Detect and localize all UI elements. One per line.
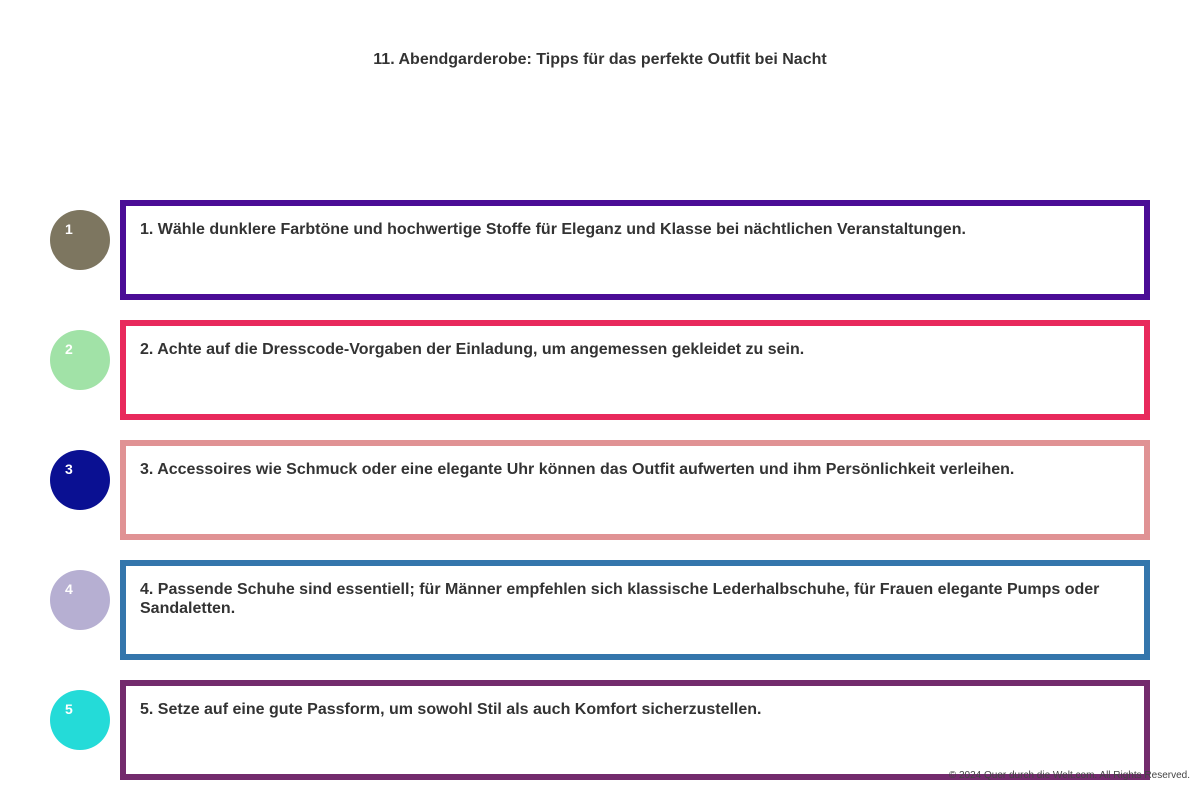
tip-number-circle xyxy=(50,210,110,270)
tip-box xyxy=(120,680,1150,780)
tip-text: 1. Wähle dunklere Farbtöne und hochwertige Stoffe für Eleganz und Klasse bei nächtlichen Veranstaltungen. xyxy=(140,221,966,238)
tip-item xyxy=(0,320,1200,420)
tip-text: 3. Accessoires wie Schmuck oder eine elegante Uhr können das Outfit aufwerten und ihm Persönlichkeit verleihen. xyxy=(140,461,1015,478)
tip-number-circle xyxy=(50,450,110,510)
tip-item xyxy=(0,680,1200,780)
tip-text: 4. Passende Schuhe sind essentiell; für Männer empfehlen sich klassische Lederhalbschuhe, für Frauen elegante Pumps oder Sandaletten. xyxy=(140,581,1100,617)
tip-number: 2 xyxy=(65,341,73,357)
tip-box xyxy=(120,560,1150,660)
tip-number: 3 xyxy=(65,461,73,477)
tip-box xyxy=(120,200,1150,300)
tip-text: 5. Setze auf eine gute Passform, um sowohl Stil als auch Komfort sicherzustellen. xyxy=(140,701,762,718)
tip-text: 2. Achte auf die Dresscode-Vorgaben der Einladung, um angemessen gekleidet zu sein. xyxy=(140,341,805,358)
tip-number: 5 xyxy=(65,701,73,717)
tip-box xyxy=(120,320,1150,420)
copyright-footer: © 2024 Quer durch die Welt.com. All Rights Reserved. xyxy=(948,770,1190,781)
tip-item xyxy=(0,560,1200,660)
tip-number: 1 xyxy=(65,221,73,237)
tip-number-circle xyxy=(50,570,110,630)
tip-number-circle xyxy=(50,690,110,750)
tip-item xyxy=(0,440,1200,540)
tip-number-circle xyxy=(50,330,110,390)
tip-number: 4 xyxy=(65,581,73,597)
tip-item xyxy=(0,200,1200,300)
page-title: 11. Abendgarderobe: Tipps für das perfekte Outfit bei Nacht xyxy=(373,51,827,68)
tip-box xyxy=(120,440,1150,540)
